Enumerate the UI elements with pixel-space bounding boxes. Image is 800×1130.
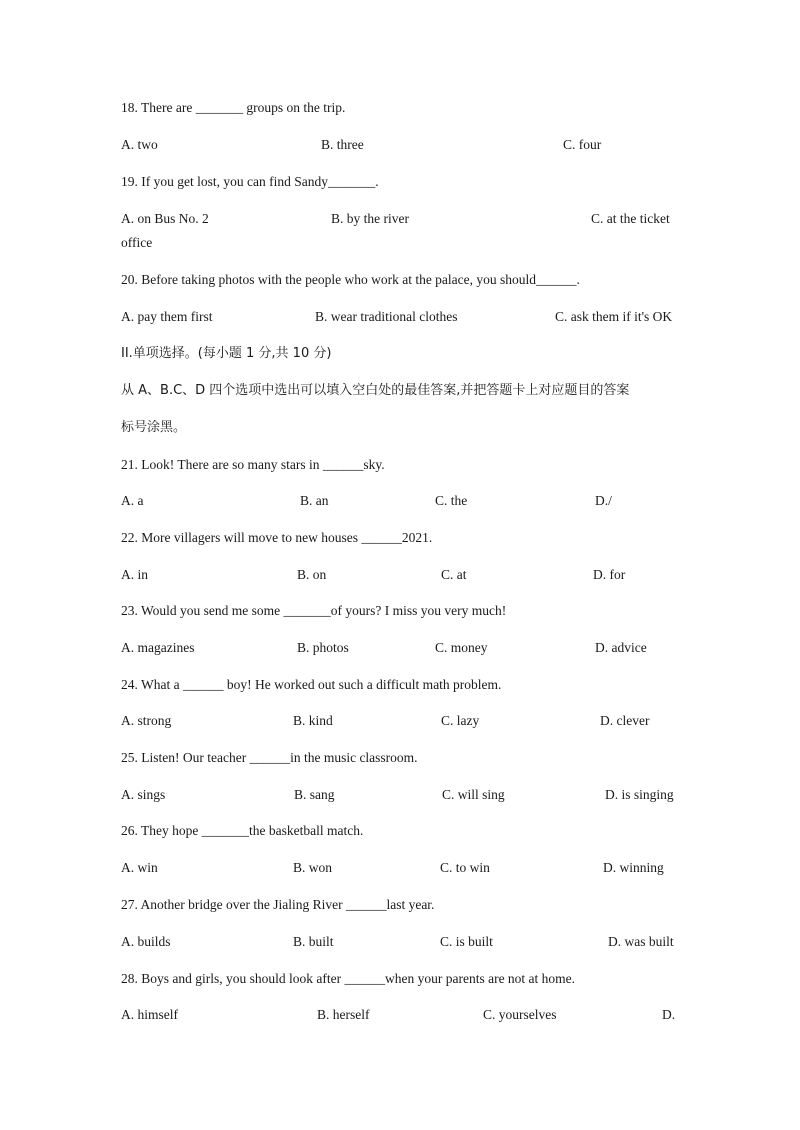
question-28-stem: 28. Boys and girls, you should look after ______when your parents are not at home. bbox=[121, 971, 576, 986]
question-27-option-a: A. builds bbox=[121, 934, 171, 949]
section-instruction-line-2: 标号涂黑。 bbox=[121, 420, 187, 435]
question-19-option-c: C. at the ticket bbox=[591, 211, 670, 226]
question-28-option-d: D. bbox=[662, 1007, 676, 1022]
question-24-option-d: D. clever bbox=[600, 713, 650, 728]
question-25-option-b: B. sang bbox=[294, 787, 335, 802]
question-21-option-b: B. an bbox=[300, 493, 329, 508]
question-24-option-a: A. strong bbox=[121, 713, 172, 728]
question-23-option-d: D. advice bbox=[595, 640, 647, 655]
question-18-option-b: B. three bbox=[321, 137, 364, 152]
question-23-option-c: C. money bbox=[435, 640, 488, 655]
question-22-option-c: C. at bbox=[441, 567, 467, 582]
question-25-option-d: D. is singing bbox=[605, 787, 674, 802]
question-28-option-a: A. himself bbox=[121, 1007, 178, 1022]
question-27-option-d: D. was built bbox=[608, 934, 674, 949]
question-26-option-a: A. win bbox=[121, 860, 158, 875]
question-26-option-d: D. winning bbox=[603, 860, 664, 875]
question-18-option-c: C. four bbox=[563, 137, 602, 152]
question-21-option-d: D./ bbox=[595, 493, 612, 508]
question-27-stem: 27. Another bridge over the Jialing River ______last year. bbox=[121, 897, 435, 912]
question-23-option-a: A. magazines bbox=[121, 640, 195, 655]
question-22-option-b: B. on bbox=[297, 567, 327, 582]
question-23-option-b: B. photos bbox=[297, 640, 349, 655]
question-28-option-b: B. herself bbox=[317, 1007, 370, 1022]
question-24-stem: 24. What a ______ boy! He worked out such a difficult math problem. bbox=[121, 677, 502, 692]
question-24-option-b: B. kind bbox=[293, 713, 333, 728]
question-26-option-b: B. won bbox=[293, 860, 333, 875]
question-19-option-a: A. on Bus No. 2 bbox=[121, 211, 209, 226]
question-19-option-c-wrap: office bbox=[121, 235, 153, 250]
question-18-stem: 18. There are _______ groups on the trip. bbox=[121, 100, 346, 115]
question-26-option-c: C. to win bbox=[440, 860, 490, 875]
question-24-option-c: C. lazy bbox=[441, 713, 480, 728]
question-20-stem: 20. Before taking photos with the people who work at the palace, you should______. bbox=[121, 272, 580, 287]
question-22-option-d: D. for bbox=[593, 567, 626, 582]
question-25-option-c: C. will sing bbox=[442, 787, 505, 802]
question-22-option-a: A. in bbox=[121, 567, 148, 582]
question-18-option-a: A. two bbox=[121, 137, 158, 152]
question-19-option-b: B. by the river bbox=[331, 211, 409, 226]
section-instruction-line-1: 从 A、B.C、D 四个选项中选出可以填入空白处的最佳答案,并把答题卡上对应题目的答案 bbox=[121, 383, 630, 398]
question-19-stem: 19. If you get lost, you can find Sandy_______. bbox=[121, 174, 379, 189]
question-21-option-a: A. a bbox=[121, 493, 144, 508]
question-22-stem: 22. More villagers will move to new houses ______2021. bbox=[121, 530, 433, 545]
question-20-option-b: B. wear traditional clothes bbox=[315, 309, 458, 324]
question-27-option-c: C. is built bbox=[440, 934, 493, 949]
section-title: II.单项选择。(每小题 1 分,共 10 分) bbox=[121, 346, 332, 361]
question-26-stem: 26. They hope _______the basketball match. bbox=[121, 823, 364, 838]
question-23-stem: 23. Would you send me some _______of yours? I miss you very much! bbox=[121, 603, 507, 618]
question-21-stem: 21. Look! There are so many stars in ______sky. bbox=[121, 457, 385, 472]
question-21-option-c: C. the bbox=[435, 493, 468, 508]
question-25-stem: 25. Listen! Our teacher ______in the music classroom. bbox=[121, 750, 418, 765]
question-28-option-c: C. yourselves bbox=[483, 1007, 557, 1022]
question-27-option-b: B. built bbox=[293, 934, 334, 949]
question-20-option-a: A. pay them first bbox=[121, 309, 213, 324]
question-25-option-a: A. sings bbox=[121, 787, 166, 802]
question-20-option-c: C. ask them if it's OK bbox=[555, 309, 673, 324]
